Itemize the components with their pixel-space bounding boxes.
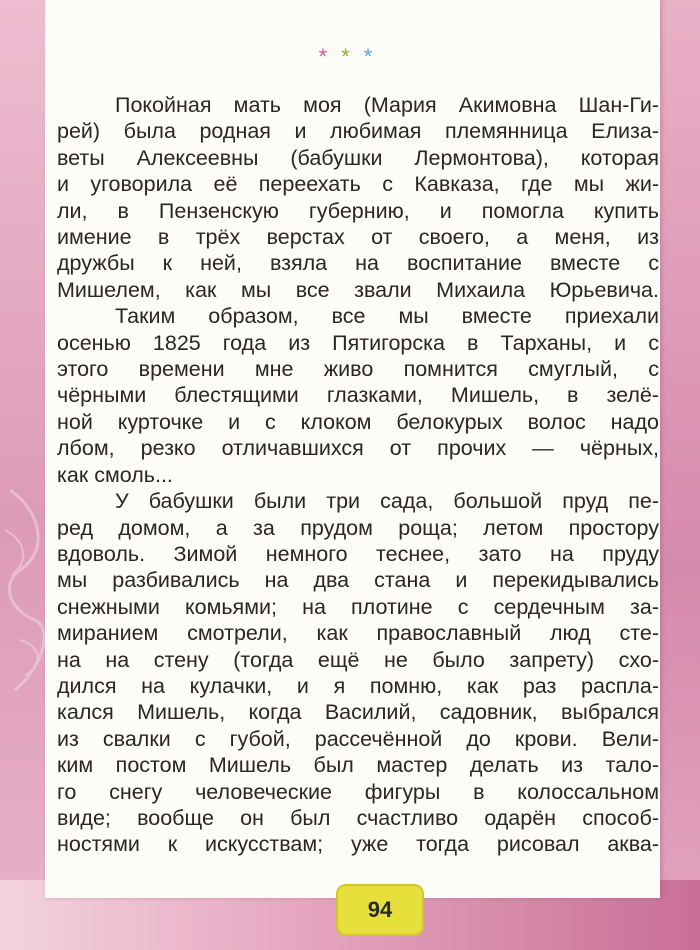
text-line: кался Мишель, когда Василий, садовник, выбрался [57,700,659,725]
ornament-star-pink: * [318,44,342,69]
text-line: веты Алексеевны (бабушки Лермонтова), которая [57,145,659,170]
text-line: и уговорила её переехать с Кавказа, где мы жи- [57,172,659,197]
text-line: этого времени мне живо помнится смуглый, с [57,357,659,382]
ornament-star-blue: * [363,44,387,69]
text-line: Покойная мать моя (Мария Акимовна Шан-Ги- [115,93,659,117]
body-text [57,92,659,858]
text-line: го снегу человеческие фигуры в колоссальном [57,779,659,804]
right-page-edge [660,0,700,950]
ornament-star-green: * [341,44,364,69]
text-line: ким постом Мишель был мастер делать из тало- [57,753,659,778]
text-line: дился на кулачки, и я помню, как раз распла- [57,673,659,698]
text-line: имение в трёх верстах от своего, а меня, из [57,225,659,250]
text-line: рей) была родная и любимая племянница Елиза- [57,119,659,144]
text-line: ной курточке и с клоком белокурых волос надо [57,409,659,434]
text-line: из свалки с губой, рассечённой до крови. Вели- [57,726,659,751]
text-line: миранием смотрели, как православный люд сте- [57,621,659,646]
section-ornament [45,44,660,70]
text-line: ностями к искусствам; уже тогда рисовал аква- [57,832,659,857]
text-line: вдоволь. Зимой немного теснее, зато на пруду [57,541,659,566]
text-line: снежными комьями; на плотине с сердечным за- [57,594,659,619]
text-line: виде; вообще он был счастливо одарён способ- [57,805,659,830]
text-line: на на стену (тогда ещё не было запрету) схо- [57,647,659,672]
page-number: 94 [336,884,424,936]
text-line: мы разбивались на два стана и перекидывались [57,568,659,593]
text-line: Мишелем, как мы все звали Михаила Юрьевича. [57,277,659,302]
text-line: осенью 1825 года из Пятигорска в Тарханы, и с [57,330,659,355]
text-line: ред домом, а за прудом роща; летом простору [57,515,659,540]
text-line: как смоль... [57,462,173,487]
text-line: Таким образом, все мы вместе приехали [115,304,659,329]
text-line: лбом, резко отличавшихся от прочих — чёрных, [57,436,659,461]
text-line: чёрными блестящими глазками, Мишель, в зелё- [57,383,659,408]
text-line: У бабушки были три сада, большой пруд пе- [115,489,659,514]
text-line: дружбы к ней, взяла на воспитание вместе с [57,251,659,276]
text-line: ли, в Пензенскую губернию, и помогла купить [57,198,659,223]
